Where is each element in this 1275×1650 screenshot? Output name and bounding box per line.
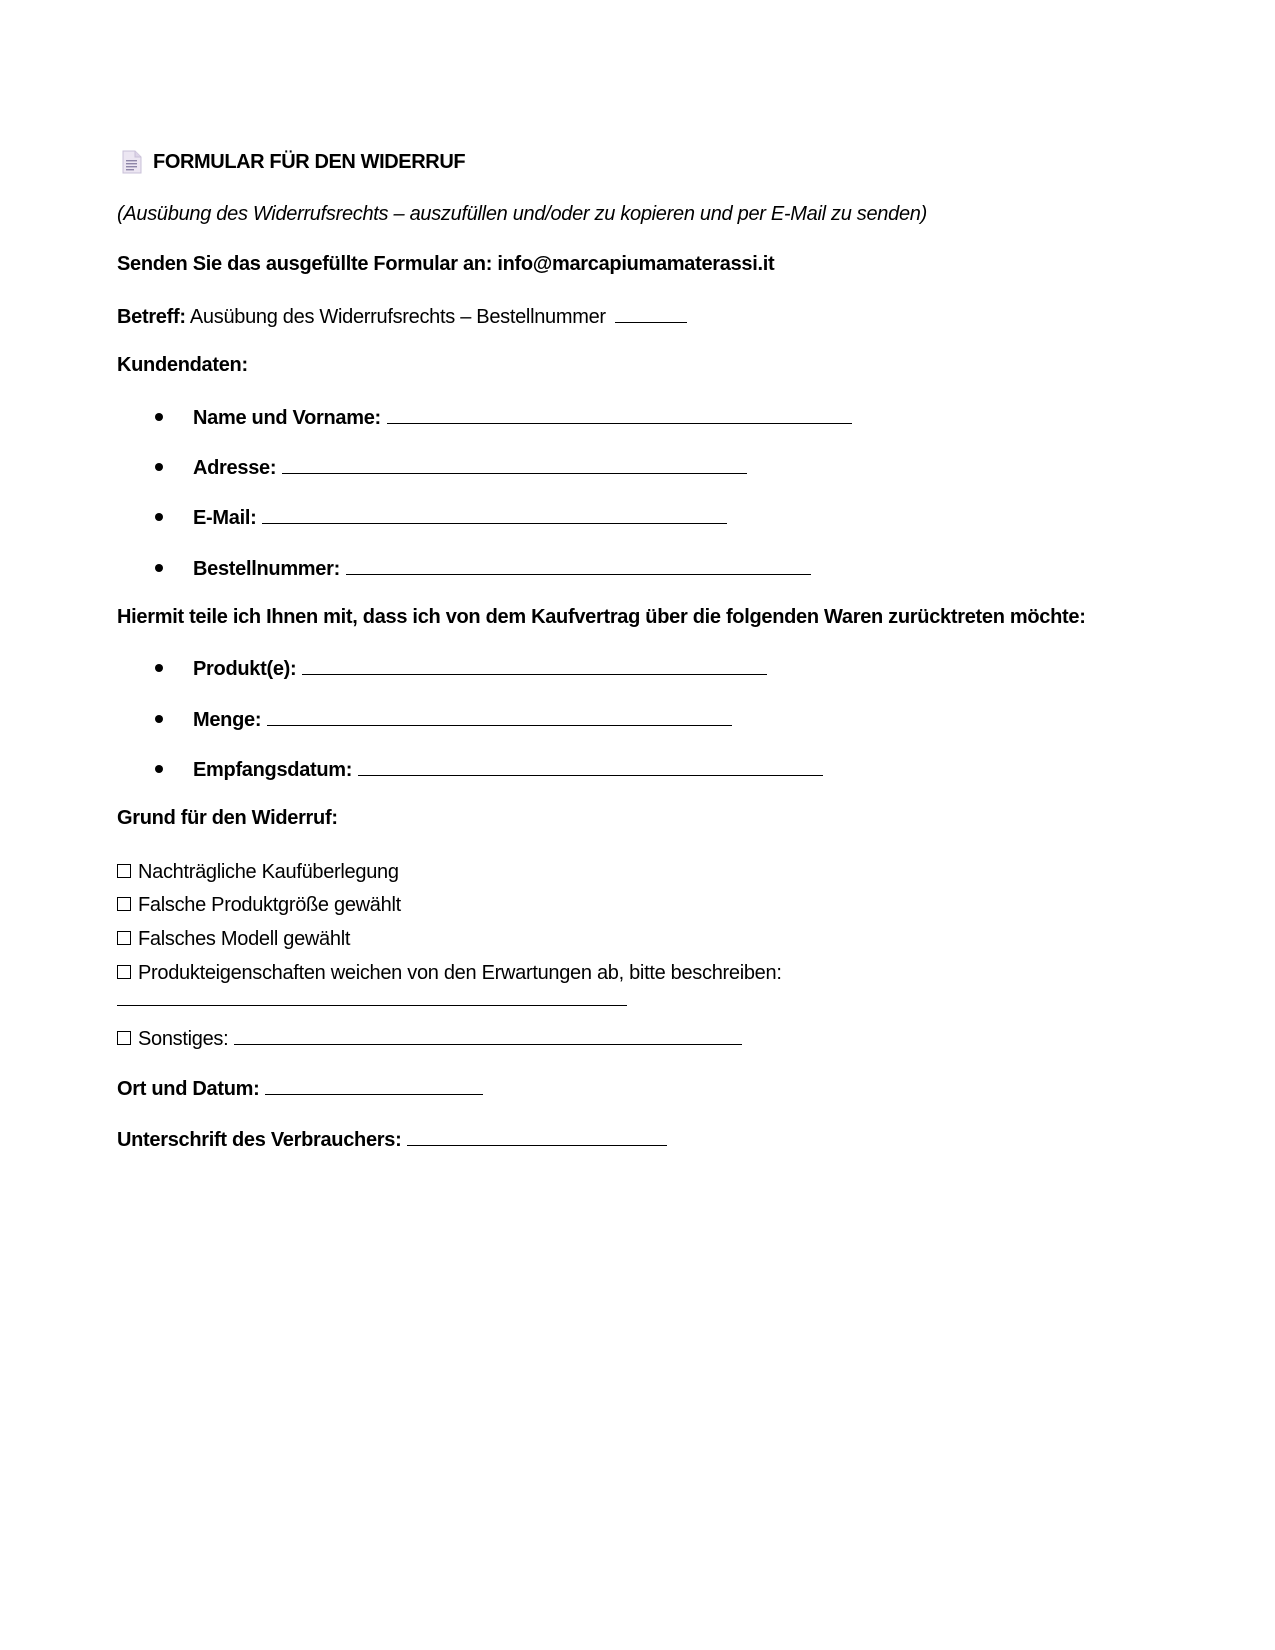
reason-option-label: Sonstiges: (138, 1028, 229, 1050)
field-address (155, 455, 747, 480)
reason-option[interactable] (117, 962, 782, 985)
bullet-icon (155, 413, 163, 421)
declaration-text: Hiermit teile ich Ihnen mit, dass ich von dem Kaufvertrag über die folgenden Waren zurücktreten möchte: (117, 606, 1086, 628)
reason-option-label: Falsche Produktgröße gewählt (138, 894, 401, 916)
products-blank[interactable] (302, 656, 767, 675)
field-label: Name und Vorname: (193, 407, 381, 429)
form-title: FORMULAR FÜR DEN WIDERRUF (153, 151, 466, 173)
reason-option[interactable] (117, 894, 401, 917)
name-blank[interactable] (387, 405, 852, 424)
signature-label: Unterschrift des Verbrauchers: (117, 1129, 402, 1151)
bullet-icon (155, 513, 163, 521)
reason-option[interactable] (117, 861, 399, 884)
reason-option-label: Falsches Modell gewählt (138, 928, 351, 950)
bullet-icon (155, 664, 163, 672)
bullet-icon (155, 765, 163, 773)
bullet-icon (155, 463, 163, 471)
subject-text: Ausübung des Widerrufsrechts – Bestellnummer (189, 306, 606, 328)
signature-line (117, 1127, 667, 1152)
reason-option-label: Nachträgliche Kaufüberlegung (138, 861, 399, 883)
address-blank[interactable] (282, 455, 747, 474)
bullet-icon (155, 715, 163, 723)
field-receipt-date (155, 757, 823, 782)
place-date-label: Ort und Datum: (117, 1078, 260, 1100)
send-to-instruction: Senden Sie das ausgefüllte Formular an: info@marcapiumamaterassi.it (117, 253, 775, 275)
field-label: Bestellnummer: (193, 558, 340, 580)
order-number-blank[interactable] (615, 304, 687, 323)
field-label: Empfangsdatum: (193, 759, 353, 781)
quantity-blank[interactable] (267, 707, 732, 726)
field-products (155, 656, 767, 681)
empty-checkbox-icon[interactable] (117, 897, 131, 911)
description-blank[interactable] (117, 1005, 627, 1006)
place-date-line (117, 1076, 483, 1101)
reason-section-heading: Grund für den Widerruf: (117, 807, 338, 829)
empty-checkbox-icon[interactable] (117, 931, 131, 945)
field-label: Produkt(e): (193, 658, 297, 680)
field-label: Menge: (193, 709, 262, 731)
field-name (155, 405, 852, 430)
field-email (155, 505, 727, 530)
empty-checkbox-icon[interactable] (117, 864, 131, 878)
reason-option[interactable] (117, 1026, 742, 1051)
reason-option-label: Produkteigenschaften weichen von den Erwartungen ab, bitte beschreiben: (138, 962, 782, 984)
subject-line (117, 304, 687, 329)
other-reason-blank[interactable] (234, 1026, 742, 1045)
reason-option[interactable] (117, 928, 350, 951)
order-number-field-blank[interactable] (346, 556, 811, 575)
document-icon (122, 150, 142, 174)
form-subtitle: (Ausübung des Widerrufsrechts – auszufüllen und/oder zu kopieren und per E-Mail zu senden) (117, 203, 927, 225)
email-blank[interactable] (262, 505, 727, 524)
customer-section-heading: Kundendaten: (117, 354, 248, 376)
field-label: Adresse: (193, 457, 277, 479)
subject-label: Betreff: (117, 306, 186, 328)
field-label: E-Mail: (193, 507, 257, 529)
bullet-icon (155, 564, 163, 572)
empty-checkbox-icon[interactable] (117, 965, 131, 979)
empty-checkbox-icon[interactable] (117, 1031, 131, 1045)
field-order-number (155, 556, 811, 581)
place-date-blank[interactable] (265, 1076, 483, 1095)
receipt-date-blank[interactable] (358, 757, 823, 776)
field-quantity (155, 707, 732, 732)
signature-blank[interactable] (407, 1127, 667, 1146)
